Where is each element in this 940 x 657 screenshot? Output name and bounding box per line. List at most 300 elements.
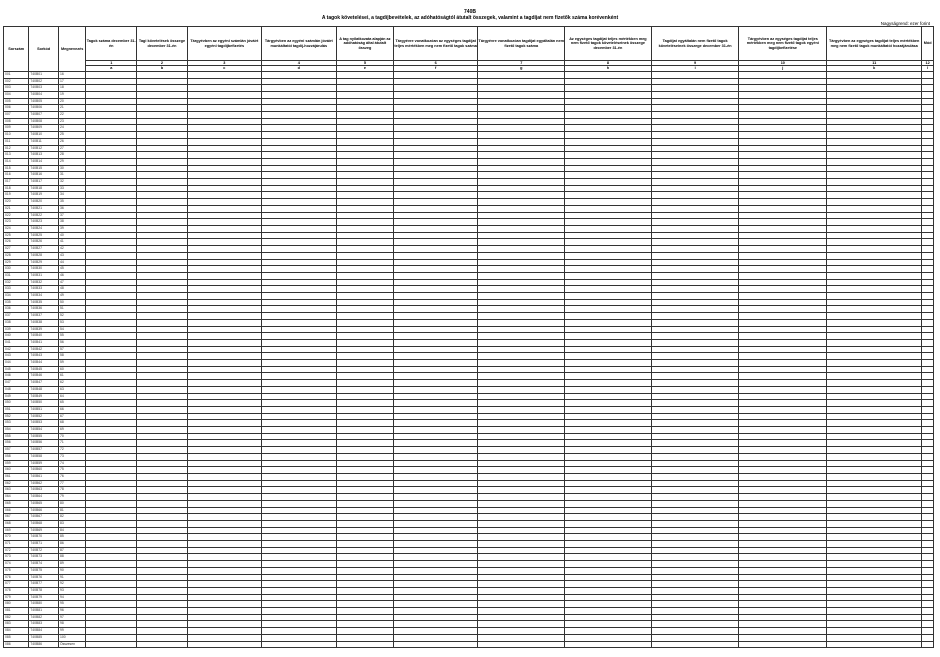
input-cell-9[interactable] — [651, 306, 739, 313]
input-cell-11[interactable] — [827, 628, 922, 635]
input-cell-1[interactable] — [86, 239, 137, 246]
input-cell-8[interactable] — [565, 487, 652, 494]
input-cell-2[interactable] — [137, 534, 188, 541]
input-cell-12[interactable] — [922, 219, 934, 226]
input-cell-12[interactable] — [922, 614, 934, 621]
input-cell-4[interactable] — [261, 118, 336, 125]
input-cell-6[interactable] — [393, 85, 478, 92]
input-cell-9[interactable] — [651, 192, 739, 199]
input-cell-9[interactable] — [651, 393, 739, 400]
input-cell-7[interactable] — [478, 179, 565, 186]
input-cell-10[interactable] — [739, 299, 827, 306]
input-cell-6[interactable] — [393, 393, 478, 400]
input-cell-7[interactable] — [478, 78, 565, 85]
input-cell-1[interactable] — [86, 386, 137, 393]
input-cell-3[interactable] — [187, 561, 261, 568]
input-cell-8[interactable] — [565, 440, 652, 447]
input-cell-9[interactable] — [651, 286, 739, 293]
input-cell-12[interactable] — [922, 339, 934, 346]
input-cell-2[interactable] — [137, 212, 188, 219]
input-cell-11[interactable] — [827, 621, 922, 628]
input-cell-5[interactable] — [336, 232, 393, 239]
input-cell-6[interactable] — [393, 333, 478, 340]
input-cell-12[interactable] — [922, 125, 934, 132]
input-cell-9[interactable] — [651, 541, 739, 548]
input-cell-8[interactable] — [565, 500, 652, 507]
input-cell-5[interactable] — [336, 239, 393, 246]
input-cell-11[interactable] — [827, 608, 922, 615]
input-cell-7[interactable] — [478, 219, 565, 226]
input-cell-8[interactable] — [565, 232, 652, 239]
input-cell-9[interactable] — [651, 614, 739, 621]
input-cell-7[interactable] — [478, 118, 565, 125]
input-cell-7[interactable] — [478, 514, 565, 521]
input-cell-11[interactable] — [827, 205, 922, 212]
input-cell-3[interactable] — [187, 212, 261, 219]
input-cell-7[interactable] — [478, 520, 565, 527]
input-cell-10[interactable] — [739, 527, 827, 534]
input-cell-3[interactable] — [187, 507, 261, 514]
input-cell-7[interactable] — [478, 212, 565, 219]
input-cell-3[interactable] — [187, 621, 261, 628]
input-cell-3[interactable] — [187, 534, 261, 541]
input-cell-9[interactable] — [651, 239, 739, 246]
input-cell-5[interactable] — [336, 601, 393, 608]
input-cell-5[interactable] — [336, 420, 393, 427]
input-cell-12[interactable] — [922, 98, 934, 105]
input-cell-3[interactable] — [187, 313, 261, 320]
input-cell-2[interactable] — [137, 366, 188, 373]
input-cell-7[interactable] — [478, 420, 565, 427]
input-cell-6[interactable] — [393, 380, 478, 387]
input-cell-4[interactable] — [261, 467, 336, 474]
input-cell-10[interactable] — [739, 286, 827, 293]
input-cell-12[interactable] — [922, 447, 934, 454]
input-cell-12[interactable] — [922, 534, 934, 541]
input-cell-11[interactable] — [827, 554, 922, 561]
input-cell-4[interactable] — [261, 313, 336, 320]
input-cell-1[interactable] — [86, 339, 137, 346]
input-cell-8[interactable] — [565, 567, 652, 574]
input-cell-2[interactable] — [137, 474, 188, 481]
input-cell-10[interactable] — [739, 413, 827, 420]
input-cell-3[interactable] — [187, 641, 261, 648]
input-cell-6[interactable] — [393, 467, 478, 474]
input-cell-10[interactable] — [739, 172, 827, 179]
input-cell-6[interactable] — [393, 494, 478, 501]
input-cell-5[interactable] — [336, 494, 393, 501]
input-cell-2[interactable] — [137, 219, 188, 226]
input-cell-5[interactable] — [336, 360, 393, 367]
input-cell-4[interactable] — [261, 541, 336, 548]
input-cell-4[interactable] — [261, 333, 336, 340]
input-cell-6[interactable] — [393, 172, 478, 179]
input-cell-1[interactable] — [86, 266, 137, 273]
input-cell-1[interactable] — [86, 91, 137, 98]
input-cell-12[interactable] — [922, 333, 934, 340]
input-cell-8[interactable] — [565, 433, 652, 440]
input-cell-9[interactable] — [651, 199, 739, 206]
input-cell-5[interactable] — [336, 393, 393, 400]
input-cell-12[interactable] — [922, 393, 934, 400]
input-cell-3[interactable] — [187, 232, 261, 239]
input-cell-3[interactable] — [187, 447, 261, 454]
input-cell-9[interactable] — [651, 601, 739, 608]
input-cell-10[interactable] — [739, 152, 827, 159]
input-cell-10[interactable] — [739, 480, 827, 487]
input-cell-1[interactable] — [86, 380, 137, 387]
input-cell-10[interactable] — [739, 460, 827, 467]
input-cell-10[interactable] — [739, 574, 827, 581]
input-cell-10[interactable] — [739, 185, 827, 192]
input-cell-10[interactable] — [739, 239, 827, 246]
input-cell-8[interactable] — [565, 266, 652, 273]
input-cell-5[interactable] — [336, 440, 393, 447]
input-cell-12[interactable] — [922, 252, 934, 259]
input-cell-2[interactable] — [137, 386, 188, 393]
input-cell-3[interactable] — [187, 279, 261, 286]
input-cell-4[interactable] — [261, 487, 336, 494]
input-cell-12[interactable] — [922, 467, 934, 474]
input-cell-10[interactable] — [739, 353, 827, 360]
input-cell-3[interactable] — [187, 225, 261, 232]
input-cell-12[interactable] — [922, 554, 934, 561]
input-cell-11[interactable] — [827, 366, 922, 373]
input-cell-3[interactable] — [187, 574, 261, 581]
input-cell-10[interactable] — [739, 78, 827, 85]
input-cell-2[interactable] — [137, 225, 188, 232]
input-cell-1[interactable] — [86, 621, 137, 628]
input-cell-10[interactable] — [739, 373, 827, 380]
input-cell-1[interactable] — [86, 634, 137, 641]
input-cell-2[interactable] — [137, 514, 188, 521]
input-cell-11[interactable] — [827, 299, 922, 306]
input-cell-8[interactable] — [565, 366, 652, 373]
input-cell-6[interactable] — [393, 447, 478, 454]
input-cell-6[interactable] — [393, 554, 478, 561]
input-cell-11[interactable] — [827, 494, 922, 501]
input-cell-8[interactable] — [565, 520, 652, 527]
input-cell-6[interactable] — [393, 360, 478, 367]
input-cell-8[interactable] — [565, 138, 652, 145]
input-cell-11[interactable] — [827, 561, 922, 568]
input-cell-10[interactable] — [739, 158, 827, 165]
input-cell-6[interactable] — [393, 192, 478, 199]
input-cell-9[interactable] — [651, 339, 739, 346]
input-cell-6[interactable] — [393, 225, 478, 232]
input-cell-7[interactable] — [478, 192, 565, 199]
input-cell-5[interactable] — [336, 192, 393, 199]
input-cell-11[interactable] — [827, 406, 922, 413]
input-cell-7[interactable] — [478, 447, 565, 454]
input-cell-3[interactable] — [187, 380, 261, 387]
input-cell-6[interactable] — [393, 179, 478, 186]
input-cell-7[interactable] — [478, 406, 565, 413]
input-cell-9[interactable] — [651, 534, 739, 541]
input-cell-8[interactable] — [565, 105, 652, 112]
input-cell-9[interactable] — [651, 266, 739, 273]
input-cell-8[interactable] — [565, 541, 652, 548]
input-cell-5[interactable] — [336, 614, 393, 621]
input-cell-4[interactable] — [261, 494, 336, 501]
input-cell-4[interactable] — [261, 474, 336, 481]
input-cell-3[interactable] — [187, 406, 261, 413]
input-cell-7[interactable] — [478, 172, 565, 179]
input-cell-11[interactable] — [827, 574, 922, 581]
input-cell-5[interactable] — [336, 246, 393, 253]
input-cell-3[interactable] — [187, 286, 261, 293]
input-cell-2[interactable] — [137, 628, 188, 635]
input-cell-6[interactable] — [393, 205, 478, 212]
input-cell-10[interactable] — [739, 199, 827, 206]
input-cell-12[interactable] — [922, 145, 934, 152]
input-cell-2[interactable] — [137, 118, 188, 125]
input-cell-4[interactable] — [261, 567, 336, 574]
input-cell-3[interactable] — [187, 346, 261, 353]
input-cell-7[interactable] — [478, 594, 565, 601]
input-cell-3[interactable] — [187, 112, 261, 119]
input-cell-10[interactable] — [739, 205, 827, 212]
input-cell-6[interactable] — [393, 567, 478, 574]
input-cell-10[interactable] — [739, 259, 827, 266]
input-cell-11[interactable] — [827, 413, 922, 420]
input-cell-9[interactable] — [651, 520, 739, 527]
input-cell-7[interactable] — [478, 507, 565, 514]
input-cell-7[interactable] — [478, 185, 565, 192]
input-cell-10[interactable] — [739, 534, 827, 541]
input-cell-2[interactable] — [137, 433, 188, 440]
input-cell-4[interactable] — [261, 252, 336, 259]
input-cell-12[interactable] — [922, 259, 934, 266]
input-cell-10[interactable] — [739, 145, 827, 152]
input-cell-9[interactable] — [651, 433, 739, 440]
input-cell-9[interactable] — [651, 279, 739, 286]
input-cell-9[interactable] — [651, 319, 739, 326]
input-cell-2[interactable] — [137, 199, 188, 206]
input-cell-2[interactable] — [137, 453, 188, 460]
input-cell-7[interactable] — [478, 272, 565, 279]
input-cell-4[interactable] — [261, 246, 336, 253]
input-cell-12[interactable] — [922, 474, 934, 481]
input-cell-5[interactable] — [336, 634, 393, 641]
input-cell-8[interactable] — [565, 192, 652, 199]
input-cell-9[interactable] — [651, 514, 739, 521]
input-cell-5[interactable] — [336, 306, 393, 313]
input-cell-4[interactable] — [261, 514, 336, 521]
input-cell-12[interactable] — [922, 500, 934, 507]
input-cell-4[interactable] — [261, 561, 336, 568]
input-cell-11[interactable] — [827, 527, 922, 534]
input-cell-2[interactable] — [137, 581, 188, 588]
input-cell-3[interactable] — [187, 138, 261, 145]
input-cell-8[interactable] — [565, 85, 652, 92]
input-cell-2[interactable] — [137, 601, 188, 608]
input-cell-7[interactable] — [478, 71, 565, 78]
input-cell-7[interactable] — [478, 346, 565, 353]
input-cell-11[interactable] — [827, 346, 922, 353]
input-cell-3[interactable] — [187, 333, 261, 340]
input-cell-11[interactable] — [827, 514, 922, 521]
input-cell-11[interactable] — [827, 420, 922, 427]
input-cell-12[interactable] — [922, 567, 934, 574]
input-cell-12[interactable] — [922, 266, 934, 273]
input-cell-3[interactable] — [187, 514, 261, 521]
input-cell-8[interactable] — [565, 480, 652, 487]
input-cell-3[interactable] — [187, 185, 261, 192]
input-cell-8[interactable] — [565, 279, 652, 286]
input-cell-11[interactable] — [827, 246, 922, 253]
input-cell-10[interactable] — [739, 246, 827, 253]
input-cell-4[interactable] — [261, 112, 336, 119]
input-cell-11[interactable] — [827, 339, 922, 346]
input-cell-5[interactable] — [336, 427, 393, 434]
input-cell-11[interactable] — [827, 587, 922, 594]
input-cell-3[interactable] — [187, 487, 261, 494]
input-cell-11[interactable] — [827, 520, 922, 527]
input-cell-8[interactable] — [565, 339, 652, 346]
input-cell-5[interactable] — [336, 333, 393, 340]
input-cell-3[interactable] — [187, 319, 261, 326]
input-cell-1[interactable] — [86, 199, 137, 206]
input-cell-11[interactable] — [827, 293, 922, 300]
input-cell-7[interactable] — [478, 567, 565, 574]
input-cell-5[interactable] — [336, 621, 393, 628]
input-cell-12[interactable] — [922, 112, 934, 119]
input-cell-1[interactable] — [86, 313, 137, 320]
input-cell-10[interactable] — [739, 634, 827, 641]
input-cell-4[interactable] — [261, 641, 336, 648]
input-cell-8[interactable] — [565, 467, 652, 474]
input-cell-6[interactable] — [393, 460, 478, 467]
input-cell-1[interactable] — [86, 561, 137, 568]
input-cell-6[interactable] — [393, 326, 478, 333]
input-cell-10[interactable] — [739, 232, 827, 239]
input-cell-12[interactable] — [922, 380, 934, 387]
input-cell-3[interactable] — [187, 179, 261, 186]
input-cell-4[interactable] — [261, 581, 336, 588]
input-cell-12[interactable] — [922, 594, 934, 601]
input-cell-5[interactable] — [336, 172, 393, 179]
input-cell-9[interactable] — [651, 487, 739, 494]
input-cell-9[interactable] — [651, 299, 739, 306]
input-cell-5[interactable] — [336, 286, 393, 293]
input-cell-8[interactable] — [565, 427, 652, 434]
input-cell-2[interactable] — [137, 306, 188, 313]
input-cell-3[interactable] — [187, 608, 261, 615]
input-cell-10[interactable] — [739, 118, 827, 125]
input-cell-4[interactable] — [261, 453, 336, 460]
input-cell-5[interactable] — [336, 98, 393, 105]
input-cell-5[interactable] — [336, 212, 393, 219]
input-cell-7[interactable] — [478, 313, 565, 320]
input-cell-12[interactable] — [922, 286, 934, 293]
input-cell-1[interactable] — [86, 447, 137, 454]
input-cell-10[interactable] — [739, 608, 827, 615]
input-cell-3[interactable] — [187, 326, 261, 333]
input-cell-3[interactable] — [187, 541, 261, 548]
input-cell-7[interactable] — [478, 587, 565, 594]
input-cell-3[interactable] — [187, 547, 261, 554]
input-cell-2[interactable] — [137, 158, 188, 165]
input-cell-8[interactable] — [565, 386, 652, 393]
input-cell-6[interactable] — [393, 266, 478, 273]
input-cell-8[interactable] — [565, 628, 652, 635]
input-cell-5[interactable] — [336, 380, 393, 387]
input-cell-2[interactable] — [137, 447, 188, 454]
input-cell-4[interactable] — [261, 152, 336, 159]
input-cell-3[interactable] — [187, 413, 261, 420]
input-cell-4[interactable] — [261, 507, 336, 514]
input-cell-7[interactable] — [478, 199, 565, 206]
input-cell-2[interactable] — [137, 239, 188, 246]
input-cell-10[interactable] — [739, 621, 827, 628]
input-cell-5[interactable] — [336, 541, 393, 548]
input-cell-7[interactable] — [478, 306, 565, 313]
input-cell-6[interactable] — [393, 138, 478, 145]
input-cell-8[interactable] — [565, 326, 652, 333]
input-cell-11[interactable] — [827, 125, 922, 132]
input-cell-2[interactable] — [137, 185, 188, 192]
input-cell-2[interactable] — [137, 460, 188, 467]
input-cell-4[interactable] — [261, 306, 336, 313]
input-cell-7[interactable] — [478, 601, 565, 608]
input-cell-6[interactable] — [393, 212, 478, 219]
input-cell-2[interactable] — [137, 427, 188, 434]
input-cell-6[interactable] — [393, 319, 478, 326]
input-cell-2[interactable] — [137, 112, 188, 119]
input-cell-11[interactable] — [827, 165, 922, 172]
input-cell-9[interactable] — [651, 641, 739, 648]
input-cell-9[interactable] — [651, 406, 739, 413]
input-cell-7[interactable] — [478, 299, 565, 306]
input-cell-12[interactable] — [922, 608, 934, 615]
input-cell-8[interactable] — [565, 360, 652, 367]
input-cell-7[interactable] — [478, 433, 565, 440]
input-cell-9[interactable] — [651, 205, 739, 212]
input-cell-12[interactable] — [922, 158, 934, 165]
input-cell-11[interactable] — [827, 634, 922, 641]
input-cell-2[interactable] — [137, 145, 188, 152]
input-cell-3[interactable] — [187, 520, 261, 527]
input-cell-9[interactable] — [651, 71, 739, 78]
input-cell-10[interactable] — [739, 500, 827, 507]
input-cell-1[interactable] — [86, 179, 137, 186]
input-cell-3[interactable] — [187, 353, 261, 360]
input-cell-1[interactable] — [86, 85, 137, 92]
input-cell-1[interactable] — [86, 192, 137, 199]
input-cell-2[interactable] — [137, 380, 188, 387]
input-cell-1[interactable] — [86, 71, 137, 78]
input-cell-9[interactable] — [651, 413, 739, 420]
input-cell-11[interactable] — [827, 386, 922, 393]
input-cell-2[interactable] — [137, 360, 188, 367]
input-cell-3[interactable] — [187, 192, 261, 199]
input-cell-7[interactable] — [478, 453, 565, 460]
input-cell-10[interactable] — [739, 366, 827, 373]
input-cell-9[interactable] — [651, 494, 739, 501]
input-cell-12[interactable] — [922, 547, 934, 554]
input-cell-2[interactable] — [137, 480, 188, 487]
input-cell-5[interactable] — [336, 91, 393, 98]
input-cell-7[interactable] — [478, 628, 565, 635]
input-cell-4[interactable] — [261, 219, 336, 226]
input-cell-6[interactable] — [393, 614, 478, 621]
input-cell-1[interactable] — [86, 172, 137, 179]
input-cell-1[interactable] — [86, 252, 137, 259]
input-cell-2[interactable] — [137, 299, 188, 306]
input-cell-6[interactable] — [393, 132, 478, 139]
input-cell-11[interactable] — [827, 152, 922, 159]
